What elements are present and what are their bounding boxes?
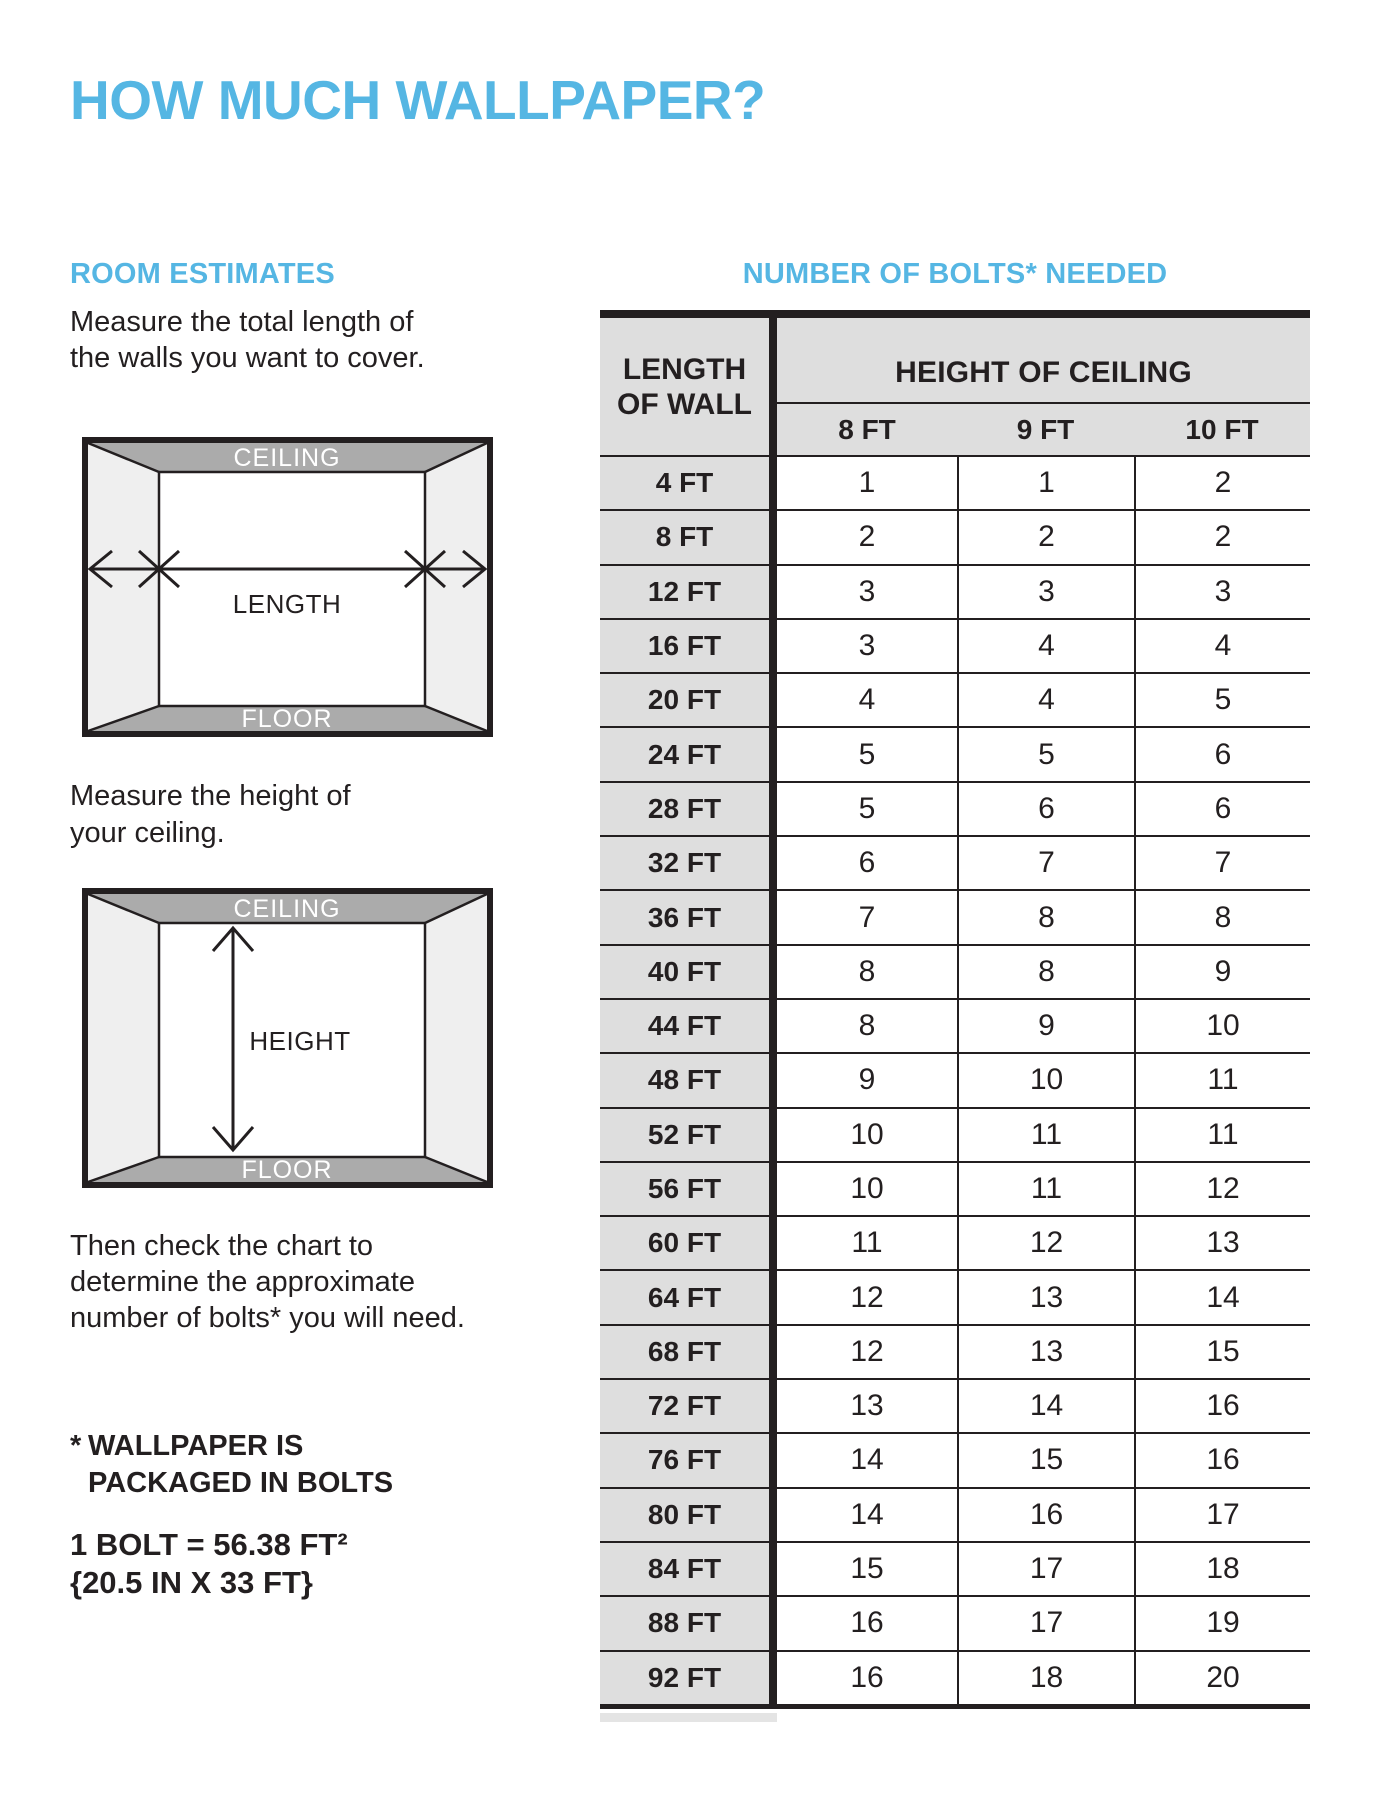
value-cell: 7 [1134, 837, 1310, 889]
row-header-cell: 64 FT [600, 1271, 777, 1323]
table-row [600, 672, 1310, 726]
table-row [600, 726, 1310, 780]
instruction-line: your ceiling. [70, 817, 225, 849]
value-cell: 16 [957, 1489, 1134, 1541]
row-header-cell: 40 FT [600, 946, 777, 998]
table-row [600, 835, 1310, 889]
row-header-cell: 44 FT [600, 1000, 777, 1052]
table-row [600, 1595, 1310, 1649]
value-cell: 11 [1134, 1054, 1310, 1106]
value-cell: 8 [1134, 891, 1310, 943]
row-header-cell: 48 FT [600, 1054, 777, 1106]
row-header-cell: 60 FT [600, 1217, 777, 1269]
value-cell: 20 [1134, 1652, 1310, 1704]
left-wall-surface [88, 894, 159, 1182]
room-length-diagram-svg [82, 437, 493, 737]
value-cell: 18 [1134, 1543, 1310, 1595]
bolt-spec-line-1: 1 BOLT = 56.38 FT² [70, 1527, 348, 1562]
table-row [600, 1432, 1310, 1486]
value-cell: 11 [1134, 1109, 1310, 1161]
value-cell: 12 [777, 1326, 957, 1378]
value-cell: 11 [957, 1109, 1134, 1161]
value-cell: 13 [1134, 1217, 1310, 1269]
asterisk: * [70, 1430, 82, 1462]
value-cell: 17 [957, 1543, 1134, 1595]
value-cell: 17 [1134, 1489, 1310, 1541]
table-row [600, 1541, 1310, 1595]
value-cell: 14 [1134, 1271, 1310, 1323]
row-header-cell: 32 FT [600, 837, 777, 889]
length-label: LENGTH [232, 589, 342, 619]
col-group-header: HEIGHT OF CEILING [777, 318, 1310, 404]
table-row [600, 509, 1310, 563]
value-cell: 8 [957, 946, 1134, 998]
value-cell: 2 [1134, 511, 1310, 563]
value-cell: 3 [957, 566, 1134, 618]
table-row [600, 998, 1310, 1052]
table-row [600, 1324, 1310, 1378]
value-cell: 7 [777, 891, 957, 943]
table-row [600, 1269, 1310, 1323]
row-header-cell: 20 FT [600, 674, 777, 726]
value-cell: 15 [777, 1543, 957, 1595]
value-cell: 8 [777, 1000, 957, 1052]
value-cell: 2 [957, 511, 1134, 563]
table-row [600, 781, 1310, 835]
page-title: HOW MUCH WALLPAPER? [70, 69, 766, 131]
value-cell: 5 [957, 728, 1134, 780]
table-row [600, 1052, 1310, 1106]
value-cell: 3 [1134, 566, 1310, 618]
table-row [600, 618, 1310, 672]
instruction-line: number of bolts* you will need. [70, 1302, 465, 1334]
value-cell: 1 [777, 457, 957, 509]
value-cell: 17 [957, 1597, 1134, 1649]
value-cell: 10 [1134, 1000, 1310, 1052]
instruction-line: the walls you want to cover. [70, 342, 425, 374]
value-cell: 9 [777, 1054, 957, 1106]
table-row [600, 1650, 1310, 1704]
instruction-line: Then check the chart to [70, 1230, 374, 1262]
value-cell: 2 [1134, 457, 1310, 509]
value-cell: 5 [1134, 674, 1310, 726]
row-header-cell: 76 FT [600, 1434, 777, 1486]
bolt-spec [70, 1526, 348, 1602]
value-cell: 3 [777, 620, 957, 672]
value-cell: 12 [777, 1271, 957, 1323]
value-cell: 8 [957, 891, 1134, 943]
value-cell: 11 [957, 1163, 1134, 1215]
table-row [600, 1487, 1310, 1541]
row-header-cell: 88 FT [600, 1597, 777, 1649]
instruction-measure-length [70, 304, 425, 376]
value-cell: 4 [957, 620, 1134, 672]
instruction-line: Measure the height of [70, 780, 351, 812]
col-header-cell: 10 FT [1185, 413, 1259, 445]
value-cell: 13 [777, 1380, 957, 1432]
table-row [600, 889, 1310, 943]
value-cell: 3 [777, 566, 957, 618]
row-header-cell: 36 FT [600, 891, 777, 943]
value-cell: 9 [1134, 946, 1310, 998]
table-row [600, 455, 1310, 509]
value-cell: 10 [777, 1109, 957, 1161]
col-header-cell: 9 FT [1016, 413, 1075, 445]
ceiling-height-diagram-svg [82, 888, 493, 1188]
table-foot-strip [600, 1713, 777, 1722]
table-row [600, 944, 1310, 998]
right-wall-surface [425, 443, 487, 731]
ceiling-label: CEILING [233, 444, 341, 472]
row-header-cell: 8 FT [600, 511, 777, 563]
value-cell: 4 [1134, 620, 1310, 672]
value-cell: 12 [1134, 1163, 1310, 1215]
row-header-cell: 24 FT [600, 728, 777, 780]
value-cell: 9 [957, 1000, 1134, 1052]
table-row [600, 1378, 1310, 1432]
value-cell: 19 [1134, 1597, 1310, 1649]
value-cell: 10 [957, 1054, 1134, 1106]
row-header-cell: 80 FT [600, 1489, 777, 1541]
row-header-cell: 28 FT [600, 783, 777, 835]
instruction-measure-height [70, 778, 351, 852]
value-cell: 6 [1134, 728, 1310, 780]
ceiling-label: CEILING [233, 895, 341, 923]
value-cell: 14 [777, 1434, 957, 1486]
row-header-cell: 56 FT [600, 1163, 777, 1215]
value-cell: 15 [957, 1434, 1134, 1486]
row-axis-header: LENGTH OF WALL [600, 318, 777, 455]
row-header-cell: 16 FT [600, 620, 777, 672]
bolts-needed-heading: NUMBER OF BOLTS* NEEDED [742, 258, 1168, 290]
footnote-line-2: PACKAGED IN BOLTS [88, 1467, 394, 1499]
table-row [600, 1107, 1310, 1161]
table-row [600, 1215, 1310, 1269]
value-cell: 7 [957, 837, 1134, 889]
value-cell: 13 [957, 1326, 1134, 1378]
table-row [600, 1161, 1310, 1215]
value-cell: 12 [957, 1217, 1134, 1269]
floor-label: FLOOR [241, 1156, 333, 1184]
row-header-cell: 4 FT [600, 457, 777, 509]
value-cell: 15 [1134, 1326, 1310, 1378]
row-header-cell: 84 FT [600, 1543, 777, 1595]
value-cell: 8 [777, 946, 957, 998]
value-cell: 11 [777, 1217, 957, 1269]
row-header-cell: 72 FT [600, 1380, 777, 1432]
value-cell: 16 [1134, 1380, 1310, 1432]
value-cell: 6 [1134, 783, 1310, 835]
value-cell: 16 [1134, 1434, 1310, 1486]
value-cell: 16 [777, 1597, 957, 1649]
value-cell: 14 [777, 1489, 957, 1541]
instruction-check-chart [70, 1228, 465, 1336]
col-headers [777, 404, 1310, 455]
bolt-spec-line-2: {20.5 IN X 33 FT} [70, 1565, 313, 1600]
value-cell: 4 [957, 674, 1134, 726]
value-cell: 13 [957, 1271, 1134, 1323]
value-cell: 16 [777, 1652, 957, 1704]
value-cell: 5 [777, 728, 957, 780]
floor-label: FLOOR [241, 705, 333, 733]
col-header-cell: 8 FT [838, 413, 896, 445]
row-header-cell: 92 FT [600, 1652, 777, 1704]
value-cell: 5 [777, 783, 957, 835]
footnote-line-1: * WALLPAPER IS [70, 1428, 393, 1465]
value-cell: 18 [957, 1652, 1134, 1704]
table-header [600, 318, 1310, 455]
row-header-cell: 52 FT [600, 1109, 777, 1161]
ceiling-height-diagram [82, 888, 495, 1188]
value-cell: 6 [777, 837, 957, 889]
room-length-diagram [82, 437, 495, 737]
table-row [600, 564, 1310, 618]
bolts-footnote [70, 1428, 393, 1502]
value-cell: 2 [777, 511, 957, 563]
value-cell: 6 [957, 783, 1134, 835]
row-header-cell: 68 FT [600, 1326, 777, 1378]
instruction-line: Measure the total length of [70, 306, 414, 338]
height-label: HEIGHT [249, 1026, 351, 1056]
value-cell: 14 [957, 1380, 1134, 1432]
left-wall-surface [88, 443, 159, 731]
value-cell: 1 [957, 457, 1134, 509]
bolts-table [600, 310, 1310, 1709]
room-estimates-heading: ROOM ESTIMATES [70, 258, 335, 290]
instruction-line: determine the approximate [70, 1266, 415, 1298]
value-cell: 10 [777, 1163, 957, 1215]
row-header-cell: 12 FT [600, 566, 777, 618]
right-wall-surface [425, 894, 487, 1182]
value-cell: 4 [777, 674, 957, 726]
table-body [600, 455, 1310, 1704]
